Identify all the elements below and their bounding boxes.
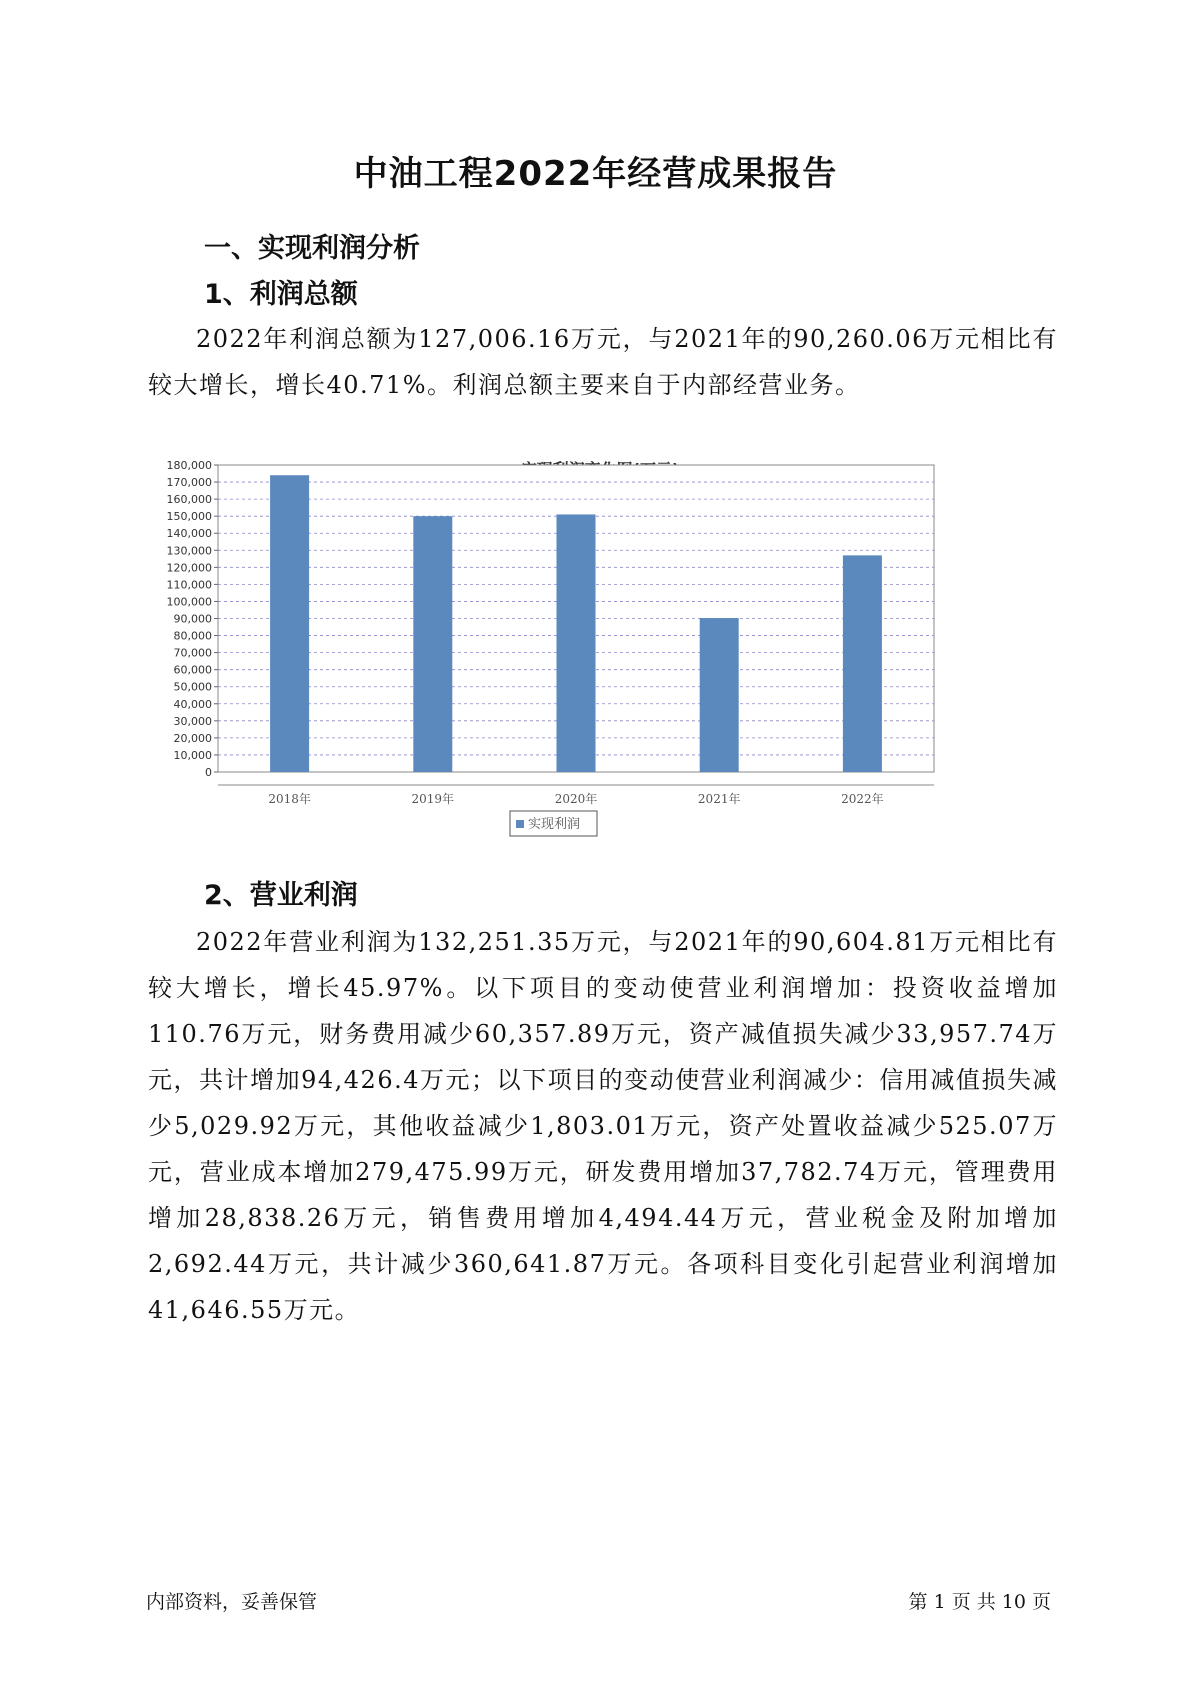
profit-bar-chart — [150, 455, 1050, 905]
legend-swatch — [516, 820, 524, 828]
bar — [700, 618, 739, 772]
bar — [557, 514, 596, 772]
y-tick-label: 50,000 — [173, 680, 212, 694]
y-tick-label: 70,000 — [173, 646, 212, 660]
x-tick-label: 2018年 — [268, 792, 311, 806]
y-tick-label: 30,000 — [173, 714, 212, 728]
x-tick-label: 2019年 — [411, 792, 455, 806]
bar — [270, 475, 309, 772]
y-tick-label: 20,000 — [173, 731, 212, 745]
y-tick-label: 90,000 — [173, 612, 212, 626]
y-tick-label: 170,000 — [166, 476, 212, 490]
y-tick-label: 60,000 — [173, 663, 212, 677]
bar — [843, 555, 882, 772]
y-tick-label: 140,000 — [166, 527, 212, 541]
x-tick-label: 2020年 — [554, 792, 598, 806]
y-tick-label: 160,000 — [166, 493, 212, 507]
subsection-heading-operating-profit: 2、营业利润 — [204, 880, 358, 911]
y-tick-label: 110,000 — [166, 578, 212, 592]
y-tick-label: 40,000 — [173, 697, 212, 711]
subsection-heading-profit-total: 1、利润总额 — [204, 279, 358, 310]
y-tick-label: 100,000 — [166, 595, 212, 609]
paragraph-operating-profit: 2022年营业利润为132,251.35万元，与2021年的90,604.81万元相比有较大增长，增长45.97%。以下项目的变动使营业利润增加：投资收益增加110.76万元，财务费用减少60,357.89万元，资产减值损失减少33,957.74万元，共计增加94,426.4万元；以下项目的变动使营业利润减少：信用减值损失减少5,029.92万元，其他收益减少1,803.01万元，资产处置收益减少525.07万元，营业成本增加279,475.99万元，研发费用增加37,782.74万元，管理费用增加28,838.26万元，销售费用增加4,494.44万元，营业税金及附加增加2,692.44万元，共计减少360,641.87万元。各项科目变化引起营业利润增加41,646.55万元。 — [148, 928, 1058, 1324]
chart-legend — [510, 811, 597, 836]
chart-svg — [150, 455, 1050, 905]
chart-x-ticks — [218, 785, 934, 806]
x-tick-label: 2022年 — [841, 792, 884, 806]
footer-confidential-note: 内部资料，妥善保管 — [146, 1591, 318, 1613]
page-title: 中油工程2022年经营成果报告 — [353, 154, 838, 194]
legend-label: 实现利润 — [528, 817, 581, 832]
y-tick-label: 120,000 — [166, 561, 212, 575]
section-heading: 一、实现利润分析 — [204, 233, 420, 264]
y-tick-label: 150,000 — [166, 510, 212, 524]
y-tick-label: 180,000 — [166, 459, 212, 472]
y-tick-label: 10,000 — [173, 748, 212, 762]
bar — [413, 516, 452, 772]
x-tick-label: 2021年 — [697, 792, 741, 806]
y-tick-label: 0 — [205, 766, 212, 779]
y-tick-label: 80,000 — [173, 629, 212, 643]
chart-y-ticks — [167, 459, 219, 779]
y-tick-label: 130,000 — [166, 544, 212, 558]
footer-page-number: 第 1 页 共 10 页 — [908, 1591, 1051, 1613]
paragraph-profit-total: 2022年利润总额为127,006.16万元，与2021年的90,260.06万元相比有较大增长，增长40.71%。利润总额主要来自于内部经营业务。 — [148, 325, 1058, 399]
